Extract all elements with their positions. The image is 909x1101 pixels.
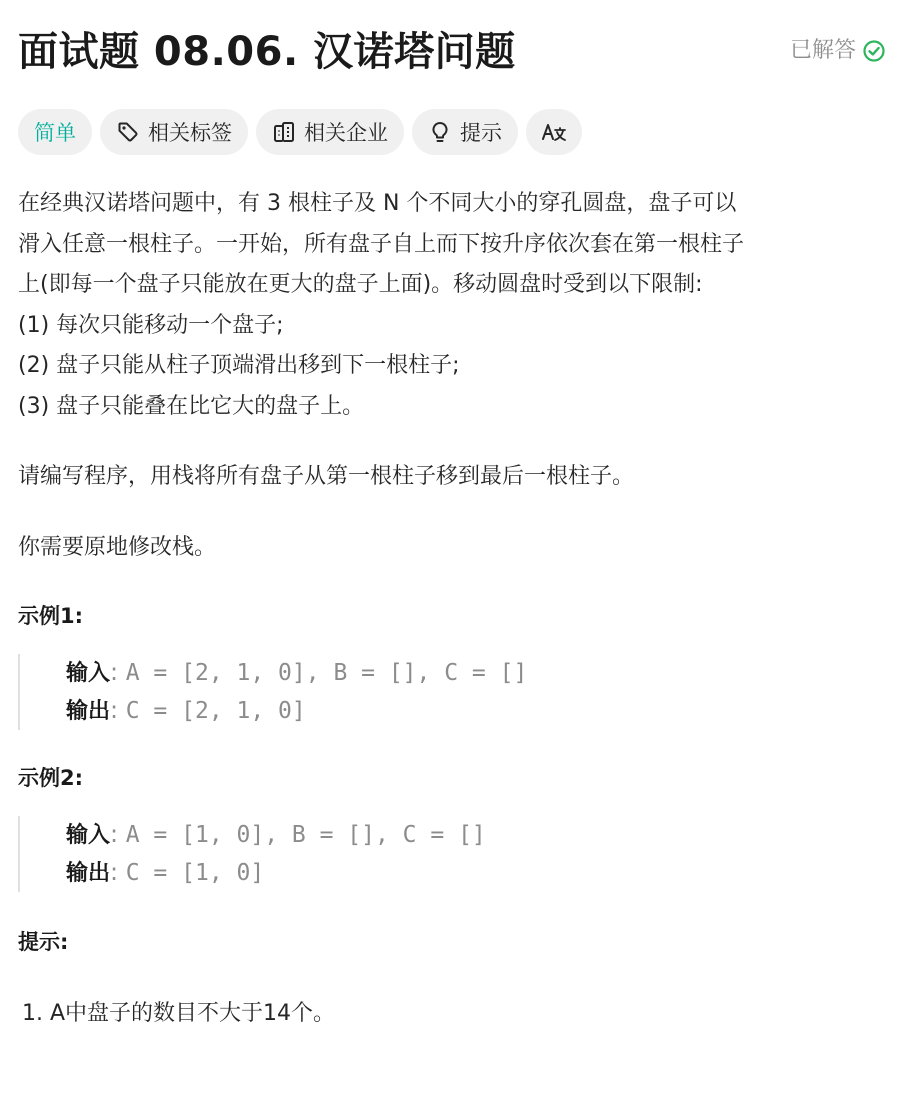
example-1-title: 示例1: bbox=[18, 604, 84, 628]
solved-label: 已解答 bbox=[789, 38, 856, 63]
input-value: A = [2, 1, 0], B = [], C = [] bbox=[125, 660, 528, 686]
task-paragraph bbox=[18, 457, 890, 498]
output-value: C = [2, 1, 0] bbox=[125, 698, 306, 724]
translate-icon bbox=[540, 120, 568, 144]
hints-title: 提示: bbox=[18, 930, 69, 954]
description-line: 在经典汉诺塔问题中，有 3 根柱子及 N 个不同大小的穿孔圆盘，盘子可以 bbox=[18, 191, 737, 216]
difficulty-label: 简单 bbox=[34, 121, 76, 145]
hint-button[interactable] bbox=[412, 109, 518, 155]
problem-description bbox=[18, 184, 890, 1030]
example-2-input: 输入: A = [1, 0], B = [], C = [] bbox=[66, 820, 486, 848]
example-2-title: 示例2: bbox=[18, 766, 84, 790]
description-line: 上(即每一个盘子只能放在更大的盘子上面)。移动圆盘时受到以下限制: bbox=[18, 272, 703, 297]
solved-status[interactable] bbox=[790, 35, 886, 67]
example-1-block bbox=[18, 654, 890, 730]
difficulty-badge[interactable] bbox=[18, 109, 92, 155]
tag-bar bbox=[18, 109, 582, 155]
hint-item: 1. A中盘子的数目不大于14个。 bbox=[22, 1001, 336, 1026]
description-line: 滑入任意一根柱子。一开始，所有盘子自上而下按升序依次套在第一根柱子 bbox=[18, 231, 745, 257]
tag-icon bbox=[116, 120, 140, 144]
related-tags-label: 相关标签 bbox=[148, 121, 232, 145]
building-icon bbox=[272, 120, 296, 144]
in-place-paragraph bbox=[18, 528, 890, 569]
lightbulb-icon bbox=[428, 120, 452, 144]
task-text: 请编写程序，用栈将所有盘子从第一根柱子移到最后一根柱子。 bbox=[18, 464, 635, 489]
example-2-block bbox=[18, 816, 890, 892]
description-paragraph bbox=[18, 184, 890, 427]
example-1-output: 输出: C = [2, 1, 0] bbox=[66, 696, 306, 724]
output-label: 输出 bbox=[66, 699, 111, 724]
problem-title: 面试题 08.06. 汉诺塔问题 bbox=[18, 29, 516, 75]
output-label: 输出 bbox=[66, 861, 111, 886]
check-circle-icon bbox=[862, 39, 886, 63]
output-value: C = [1, 0] bbox=[125, 860, 265, 886]
hints-list bbox=[18, 998, 890, 1030]
hint-label: 提示 bbox=[460, 121, 502, 145]
problem-header bbox=[18, 22, 890, 82]
input-label: 输入 bbox=[66, 823, 111, 848]
input-label: 输入 bbox=[66, 661, 111, 686]
description-line: (1) 每次只能移动一个盘子; bbox=[18, 312, 284, 338]
description-line: (3) 盘子只能叠在比它大的盘子上。 bbox=[18, 393, 365, 419]
translate-button[interactable] bbox=[526, 109, 582, 155]
related-companies-label: 相关企业 bbox=[304, 121, 388, 145]
in-place-text: 你需要原地修改栈。 bbox=[18, 534, 217, 560]
description-line: (2) 盘子只能从柱子顶端滑出移到下一根柱子; bbox=[18, 353, 460, 378]
input-value: A = [1, 0], B = [], C = [] bbox=[125, 822, 486, 848]
related-companies-button[interactable] bbox=[256, 109, 404, 155]
related-tags-button[interactable] bbox=[100, 109, 248, 155]
example-2-output: 输出: C = [1, 0] bbox=[66, 858, 265, 886]
example-1-input: 输入: A = [2, 1, 0], B = [], C = [] bbox=[66, 658, 528, 686]
